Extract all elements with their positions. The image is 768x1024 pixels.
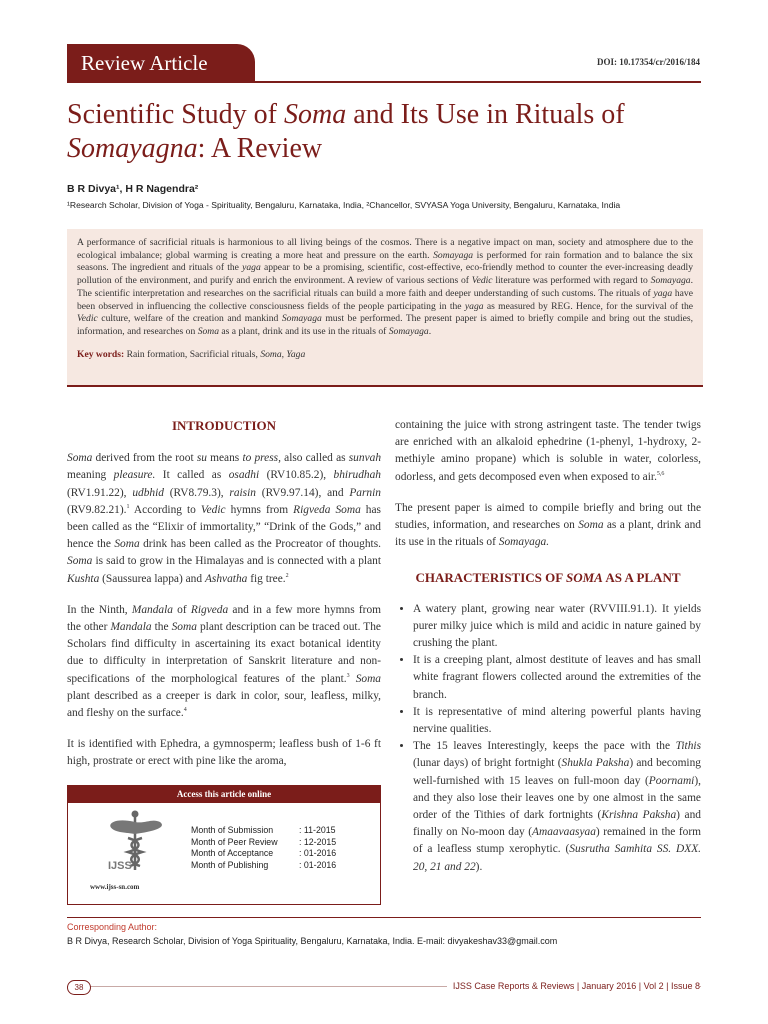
abstract-box — [67, 229, 703, 387]
authors: B R Divya¹, H R Nagendra² — [67, 183, 199, 195]
ijss-logo-text: IJSS — [108, 860, 132, 872]
list-item: • A watery plant, growing near water (RVVIII.91.1). It yields purer milky juice which is mild and acidic in nature gained by crushing the plant. — [413, 601, 701, 653]
introduction-heading: INTRODUCTION — [171, 418, 276, 433]
abstract-text: A performance of sacrificial rituals is harmonious to all living beings of the cosmos. There is a negative impact on man, society and atmosphere due to the ecological imbalance; global warming is creating a more heat and pressure on the earth. Somayaga is performed for rain formation and to balance the six seasons. The ingredient and rituals of the yaga appear to be a promising, scientific, cost-effective, eco-friendly method to counter the ever-increasing deadly pollution of the environment, and purify and enrich the environment. A review of various sections of Vedic literature was performed with regard to Somayaga. The scientific interpretation and researches on the sacrificial rituals can build a more faith and deeper understanding of such customs. The rituals of yaga have been observed in influencing the collective consciousness fields of the people participating in the yaga as measured by REG. Hence, for the survival of the Vedic culture, welfare of the creation and mankind Somayaga must be performed. The present paper is aimed to briefly compile and bring out the studies, information, and researches on Soma as a plant, drink and its use in the rituals of Somayaga. — [77, 237, 694, 337]
affiliations: ¹Research Scholar, Division of Yoga - Spirituality, Bengaluru, Karnataka, India, ²Chancellor, SVYASA Yoga University, Bengaluru, Karnataka, India — [67, 200, 621, 210]
date-row: Month of Acceptance : 01-2016 — [191, 848, 337, 858]
header-rule — [67, 81, 701, 83]
characteristics-heading: CHARACTERISTICS OF SOMA AS A PLANT — [415, 570, 681, 586]
left-column — [67, 417, 381, 785]
keywords: Key words: Rain formation, Sacrificial rituals, Soma, Yaga — [77, 348, 306, 360]
corresponding-text: B R Divya, Research Scholar, Division of Yoga Spirituality, Bengaluru, Karnataka, India. E-mail: divyakeshav33@gmail.com — [67, 936, 558, 946]
right-paragraph-2: The present paper is aimed to compile briefly and bring out the studies, information, and researches on Soma as a plant, drink and its use in the rituals of Somayaga. — [395, 501, 701, 549]
article-title: Scientific Study of Soma and Its Use in Rituals of Somayagna: A Review — [67, 99, 625, 164]
date-row: Month of Submission : 11-2015 — [191, 825, 336, 835]
ijss-logo — [90, 808, 180, 882]
right-column — [395, 417, 701, 876]
journal-citation: IJSS Case Reports & Reviews | January 2016 | Vol 2 | Issue 8 — [447, 981, 700, 991]
list-item: • It is representative of mind altering powerful plants having nervine qualities. — [413, 704, 701, 738]
list-item: • The 15 leaves Interestingly, keeps the pace with the Tithis (lunar days) of bright fortnight (Shukla Paksha) and becoming well-furnished with 15 leaves on full-moon day (Poornami), and they also lose their leaves one by one almost in the same order of the Tithies of dark fortnights (Krishna Paksha) and finally on No-moon day (Amaavaasyaa) remained in the form of a leafless stump xerophytic. (Susrutha Samhita SS. DXX. 20, 21 and 22). — [413, 738, 701, 876]
corresponding-divider — [67, 917, 701, 918]
access-article-box — [67, 785, 381, 905]
intro-paragraph-2: In the Ninth, Mandala of Rigveda and in a few more hymns from the other Mandala the Soma plant description can be traced out. The Scholars find difficulty in ascertaining its exact botanical identity due to difficulty in interpretation of Sanskrit literature and non-specifications of the morphological features of the plant.$^3$ Soma plant described as a creeper is dark in color, sour, leafless, milky, and fleshy on the surface.$^4$ — [67, 603, 382, 720]
date-row: Month of Publishing : 01-2016 — [191, 859, 337, 870]
doi[interactable]: DOI: 10.17354/cr/2016/184 — [597, 57, 700, 67]
article-type-badge: Review Article — [67, 44, 255, 82]
page-number: 38 — [67, 980, 91, 995]
list-item: • It is a creeping plant, almost destitute of leaves and has small white fragrant flowers collected around the extremities of the branch. — [413, 652, 701, 704]
corresponding-label: Corresponding Author: — [67, 922, 158, 932]
article-dates — [191, 825, 336, 871]
caduceus-icon — [90, 808, 180, 882]
journal-url[interactable]: www.ijss-sn.com — [90, 883, 140, 891]
characteristics-list — [395, 601, 701, 876]
access-heading: Access this article online — [68, 786, 380, 803]
intro-paragraph-1: Soma derived from the root su means to press, also called as sunvah meaning pleasure. It called as osadhi (RV10.85.2), bhirudhah (RV1.91.22), udbhid (RV8.79.3), raisin (RV9.97.14), and Parnin (RV9.82.21).$^1$ According to Vedic hymns from Rigveda Soma has been called as the “Elixir of immortality,” “Drink of the Gods,” and hence the Soma drink has been called as the Procreator of thoughts. Soma is said to grow in the Himalayas and is connected with a plant Kushta (Saussurea lappa) and Ashvatha fig tree.$^2$ — [67, 452, 382, 585]
right-paragraph-1: containing the juice with strong astringent taste. The tender twigs are enriched with an alkaloid ephedrine (1-phenyl, 1-hydroxy, 2-methiyle amino propane) which is soluble in water, colorless, odorless, and gets decomposed even when exposed to air.$^{5,6}$ — [395, 419, 701, 483]
date-row: Month of Peer Review : 12-2015 — [191, 836, 337, 847]
intro-paragraph-3: It is identified with Ephedra, a gymnosperm; leafless bush of 1-6 ft high, prostrate or erect with pine like the aroma, — [67, 738, 381, 768]
